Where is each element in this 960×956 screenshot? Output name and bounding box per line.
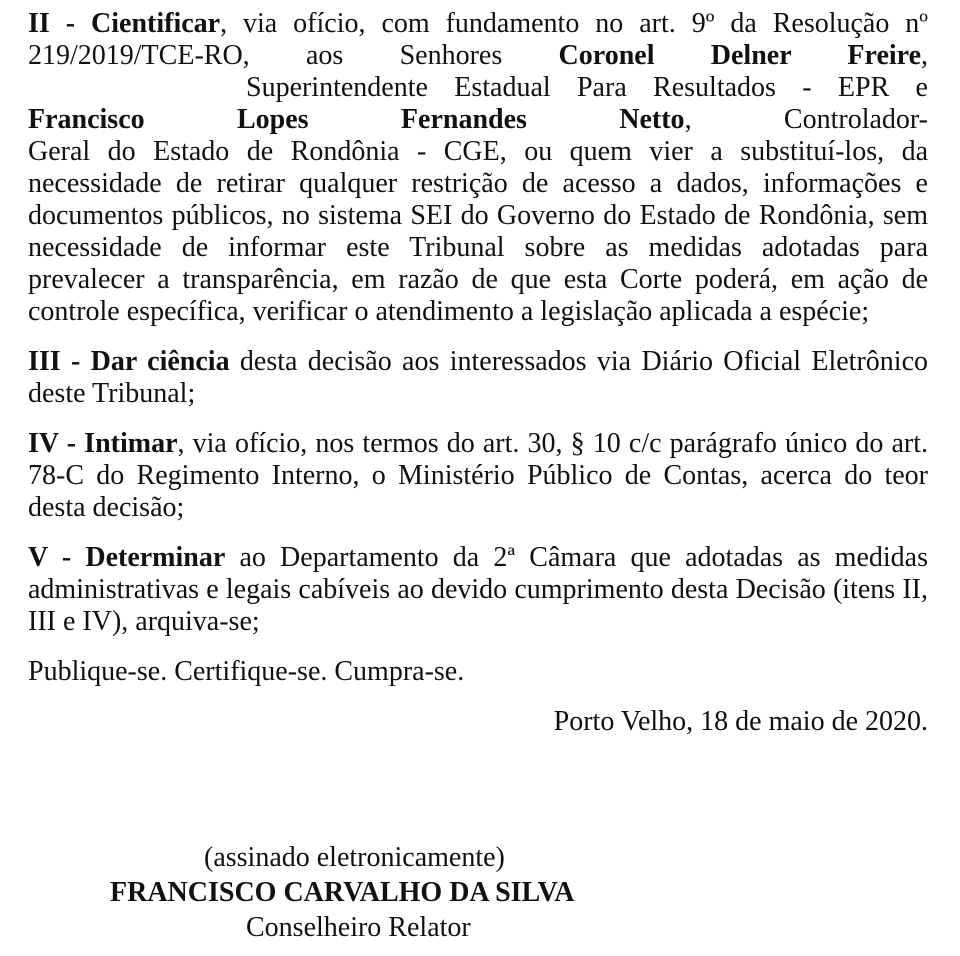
item-iv-text: , via ofício, nos termos do art. 30, § 10 c/c parágrafo único do art. 78-C do Regimento Interno, o Ministério Público de Contas, acerca do teor desta decisão; [28, 428, 929, 523]
item-iv-label: IV - Intimar [28, 428, 178, 459]
item-ii-text-4: Superintendente Estadual Para Resultados - EPR e [246, 72, 928, 103]
item-v-label: V - Determinar [28, 542, 226, 573]
item-ii-name-1: Coronel Delner Freire [558, 40, 922, 71]
item-iii-paragraph [28, 346, 928, 410]
item-ii-paragraph [28, 8, 928, 328]
signature-name: FRANCISCO CARVALHO DA SILVA [110, 877, 575, 908]
signature-note: (assinado eletronicamente) [204, 842, 505, 873]
item-ii-line-4 [28, 104, 928, 136]
item-v-text: ao Departamento da 2ª Câmara que adotadas as medidas administrativas e legais cabíveis ao devido cumprimento desta Decisão (itens II, III e IV), arquiva-se; [28, 542, 928, 637]
item-ii-text-2: 219/2019/TCE-RO, aos Senhores [28, 40, 559, 71]
item-ii-name-2: Francisco Lopes Fernandes Netto [28, 104, 685, 135]
dateline: Porto Velho, 18 de maio de 2020. [553, 706, 928, 737]
item-ii-text-1: , via ofício, com fundamento no art. 9º da Resolução nº [220, 8, 928, 39]
item-iii-label: III - Dar ciência [28, 346, 230, 377]
item-ii-line-2 [28, 40, 928, 72]
item-ii-line-3 [28, 72, 928, 104]
signature-role: Conselheiro Relator [246, 912, 471, 943]
item-iv-paragraph [28, 428, 928, 524]
item-v-paragraph [28, 542, 928, 638]
signature-block [28, 840, 928, 945]
item-ii-text-5: , [684, 104, 692, 135]
item-ii-text-6: Controlador- [783, 104, 928, 135]
document-body [28, 8, 928, 738]
item-ii-text-7: Geral do Estado de Rondônia - CGE, ou quem vier a substituí-los, da necessidade de retirar qualquer restrição de acesso a dados, informações e documentos públicos, no sistema SEI do Governo do Estado de Rondônia, sem necessidade de informar este Tribunal sobre as medidas adotadas para prevalecer a transparência, em razão de que esta Corte poderá, em ação de controle específica, verificar o atendimento a legislação aplicada a espécie; [28, 136, 928, 327]
item-ii-line-1 [28, 8, 928, 40]
item-ii-label: II - Cientificar [28, 8, 221, 39]
closing-line: Publique-se. Certifique-se. Cumpra-se. [28, 656, 465, 687]
item-ii-text-3: , [921, 40, 929, 71]
item-iii-text: desta decisão aos interessados via Diário Oficial Eletrônico deste Tribunal; [28, 346, 928, 409]
